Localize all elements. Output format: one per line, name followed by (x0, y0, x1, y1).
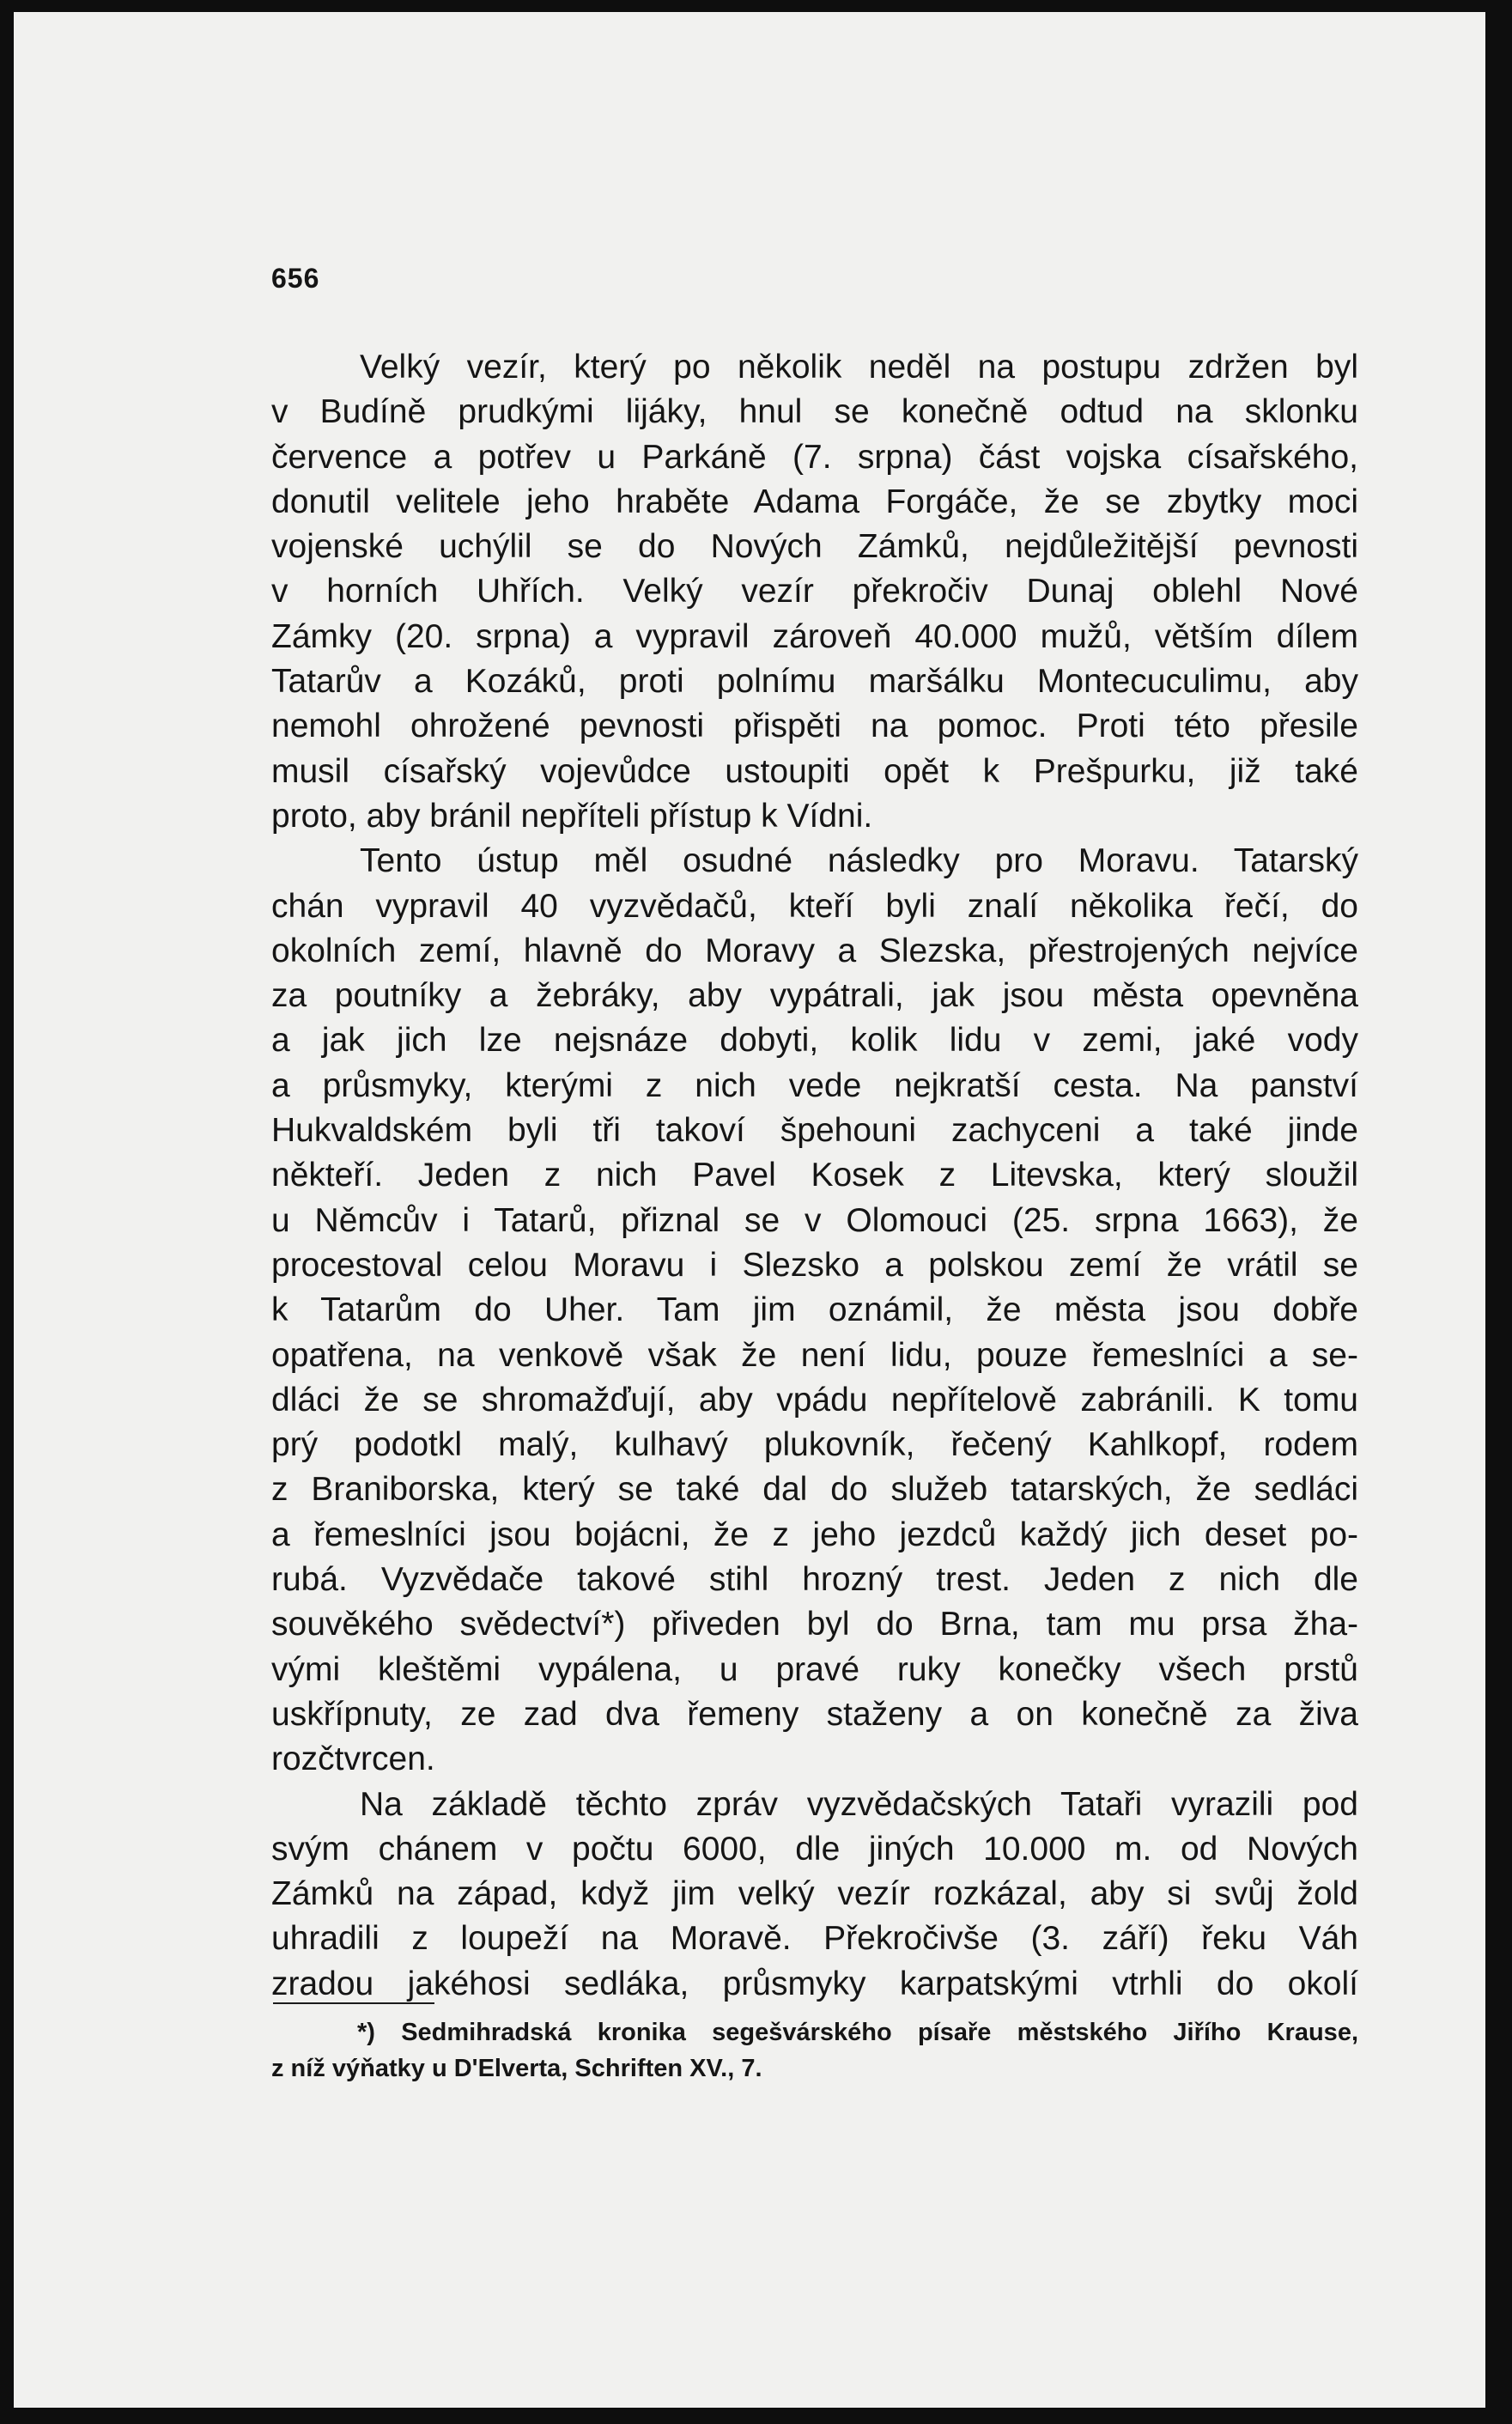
text-line: okolních zemí, hlavně do Moravy a Slezska, přestrojených nejvíce (271, 932, 1358, 969)
text-line: Zámků na západ, když jim velký vezír rozkázal, aby si svůj žold (271, 1875, 1358, 1913)
footnote-divider (273, 2002, 434, 2004)
text-line: souvěkého svědectví*) přiveden byl do Brna, tam mu prsa žha- (271, 1606, 1358, 1643)
text-line: nemohl ohrožené pevnosti přispěti na pomoc. Proti této přesile (271, 708, 1358, 745)
footnote (271, 2014, 1358, 2087)
text-line: v Budíně prudkými lijáky, hnul se konečně odtud na sklonku (271, 393, 1358, 431)
footnote-line: z níž výňatky u D'Elverta, Schriften XV., 7. (271, 2055, 762, 2082)
text-line: července a potřev u Parkáně (7. srpna) část vojska císařského, (271, 438, 1358, 476)
text-line: prý podotkl malý, kulhavý plukovník, řečený Kahlkopf, rodem (271, 1426, 1358, 1464)
text-line: musil císařský vojevůdce ustoupiti opět k Prešpurku, již také (271, 752, 1358, 790)
text-line: za poutníky a žebráky, aby vypátrali, jak jsou města opevněna (271, 977, 1358, 1015)
text-line: Na základě těchto zpráv vyzvědačských Tataři vyrazili pod (360, 1785, 1358, 1823)
text-line: a řemeslníci jsou bojácni, že z jeho jezdců každý jich deset po- (271, 1516, 1358, 1553)
text-line: z Braniborska, který se také dal do služeb tatarských, že sedláci (271, 1471, 1358, 1509)
text-line: Velký vezír, který po několik neděl na postupu zdržen byl (360, 349, 1358, 386)
text-line: opatřena, na venkově však že není lidu, pouze řemeslníci a se- (271, 1336, 1358, 1374)
text-line: uskřípnuty, ze zad dva řemeny staženy a on konečně za živa (271, 1695, 1358, 1733)
text-line: rubá. Vyzvědače takové stihl hrozný trest. Jeden z nich dle (271, 1561, 1358, 1599)
text-line: donutil velitele jeho hraběte Adama Forgáče, že se zbytky moci (271, 483, 1358, 520)
footnote-line: *) Sedmihradská kronika segešvárského písaře městského Jiřího Krause, (357, 2019, 1358, 2046)
text-line: chán vypravil 40 vyzvědačů, kteří byli znalí několika řečí, do (271, 887, 1358, 925)
text-line: Zámky (20. srpna) a vypravil zároveň 40.000 mužů, větším dílem (271, 617, 1358, 655)
text-line: vojenské uchýlil se do Nových Zámků, nejdůležitější pevnosti (271, 528, 1358, 566)
text-line: Tatarův a Kozáků, proti polnímu maršálku Montecuculimu, aby (271, 663, 1358, 701)
text-line: Hukvaldském byli tři takoví špehouni zachyceni a také jinde (271, 1112, 1358, 1150)
page-number: 656 (271, 263, 320, 294)
text-line: a průsmyky, kterými z nich vede nejkratší cesta. Na panství (271, 1066, 1358, 1104)
text-line: někteří. Jeden z nich Pavel Kosek z Litevska, který sloužil (271, 1157, 1358, 1194)
body-text (271, 345, 1358, 2007)
text-line: uhradili z loupeží na Moravě. Překročivše (3. září) řeku Váh (271, 1920, 1358, 1958)
text-line: proto, aby bránil nepříteli přístup k Vídni. (271, 797, 873, 835)
text-line: a jak jich lze nejsnáze dobyti, kolik lidu v zemi, jaké vody (271, 1022, 1358, 1060)
text-line: dláci že se shromažďují, aby vpádu nepřítelově zabránili. K tomu (271, 1381, 1358, 1419)
text-line: Tento ústup měl osudné následky pro Moravu. Tatarský (360, 842, 1358, 880)
text-line: u Němcův i Tatarů, přiznal se v Olomouci (25. srpna 1663), že (271, 1201, 1358, 1239)
text-line: k Tatarům do Uher. Tam jim oznámil, že města jsou dobře (271, 1291, 1358, 1329)
text-line: zradou jakéhosi sedláka, průsmyky karpatskými vtrhli do okolí (271, 1965, 1358, 2002)
text-line: svým chánem v počtu 6000, dle jiných 10.000 m. od Nových (271, 1830, 1358, 1868)
text-line: rozčtvrcen. (271, 1741, 435, 1778)
text-line: procestoval celou Moravu i Slezsko a polskou zemí že vrátil se (271, 1246, 1358, 1284)
text-line: vými kleštěmi vypálena, u pravé ruky konečky všech prstů (271, 1650, 1358, 1688)
text-line: v horních Uhřích. Velký vezír překročiv Dunaj oblehl Nové (271, 573, 1358, 611)
